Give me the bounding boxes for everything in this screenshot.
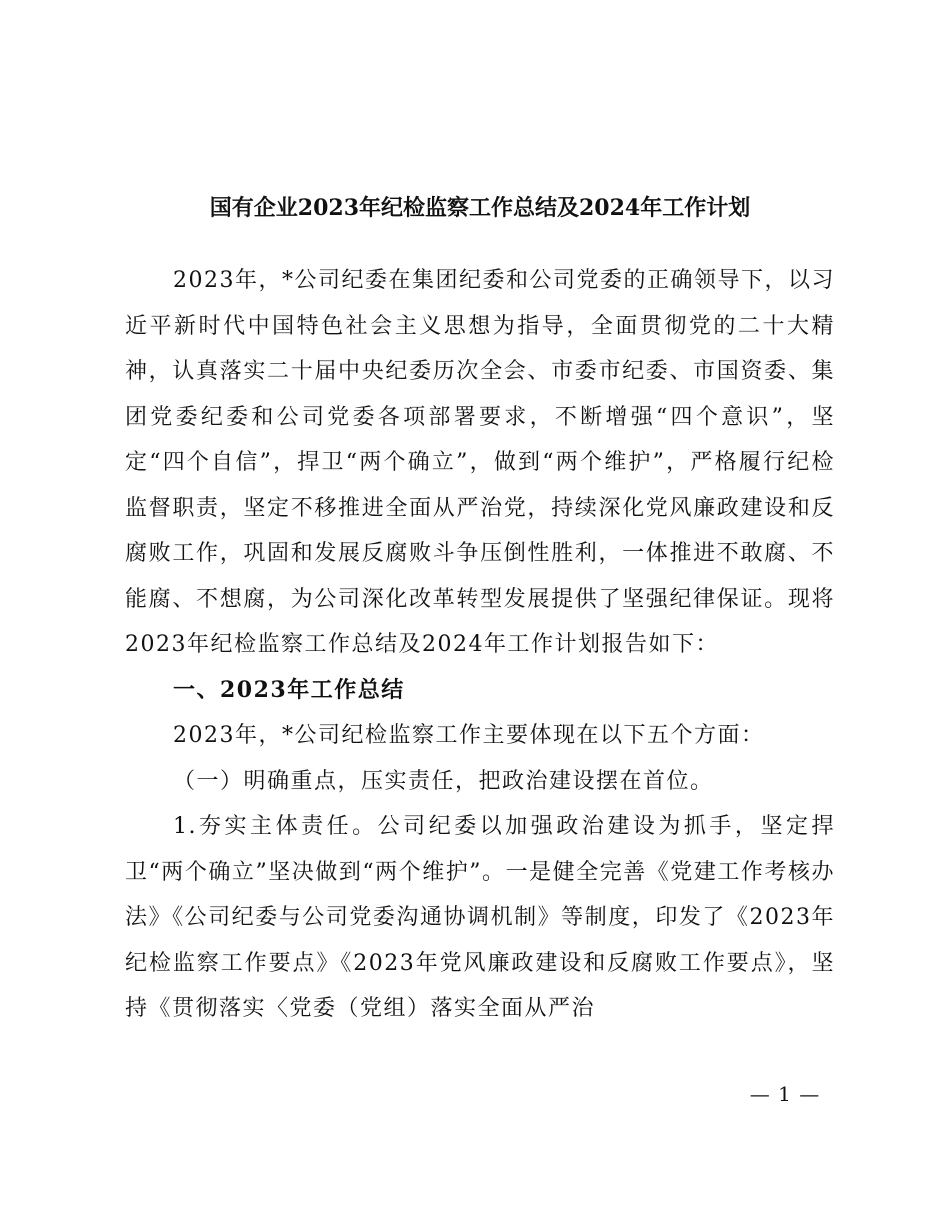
page-number: — 1 —: [749, 1082, 821, 1106]
document-body: [125, 258, 835, 1032]
section-heading-1: 一、2023年工作总结: [173, 676, 405, 703]
subsection-heading-1: （一）明确重点，压实责任，把政治建设摆在首位。: [173, 768, 714, 794]
intro-paragraph: 2023年，*公司纪委在集团纪委和公司党委的正确领导下，以习近平新时代中国特色社会主义思想为指导，全面贯彻党的二十大精神，认真落实二十届中央纪委历次全会、市委市纪委、市国资委、集团党委纪委和公司党委各项部署要求，不断增强“四个意识”，坚定“四个自信”，捍卫“两个确立”，做到“两个维护”，严格履行纪检监督职责，坚定不移推进全面从严治党，持续深化党风廉政建设和反腐败工作，巩固和发展反腐败斗争压倒性胜利，一体推进不敢腐、不能腐、不想腐，为公司深化改革转型发展提供了坚强纪律保证。现将2023年纪检监察工作总结及2024年工作计划报告如下：: [125, 268, 835, 657]
item-paragraph-1: 1.夯实主体责任。公司纪委以加强政治建设为抓手，坚定捍卫“两个确立”坚决做到“两个维护”。一是健全完善《党建工作考核办法》《公司纪委与公司党委沟通协调机制》等制度，印发了《2023年纪检监察工作要点》《2023年党风廉政建设和反腐败工作要点》，坚持《贯彻落实〈党委（党组）落实全面从严治: [125, 814, 835, 1021]
document-title: 国有企业2023年纪检监察工作总结及2024年工作计划: [209, 195, 751, 221]
summary-intro-paragraph: 2023年，*公司纪检监察工作主要体现在以下五个方面：: [173, 723, 765, 748]
